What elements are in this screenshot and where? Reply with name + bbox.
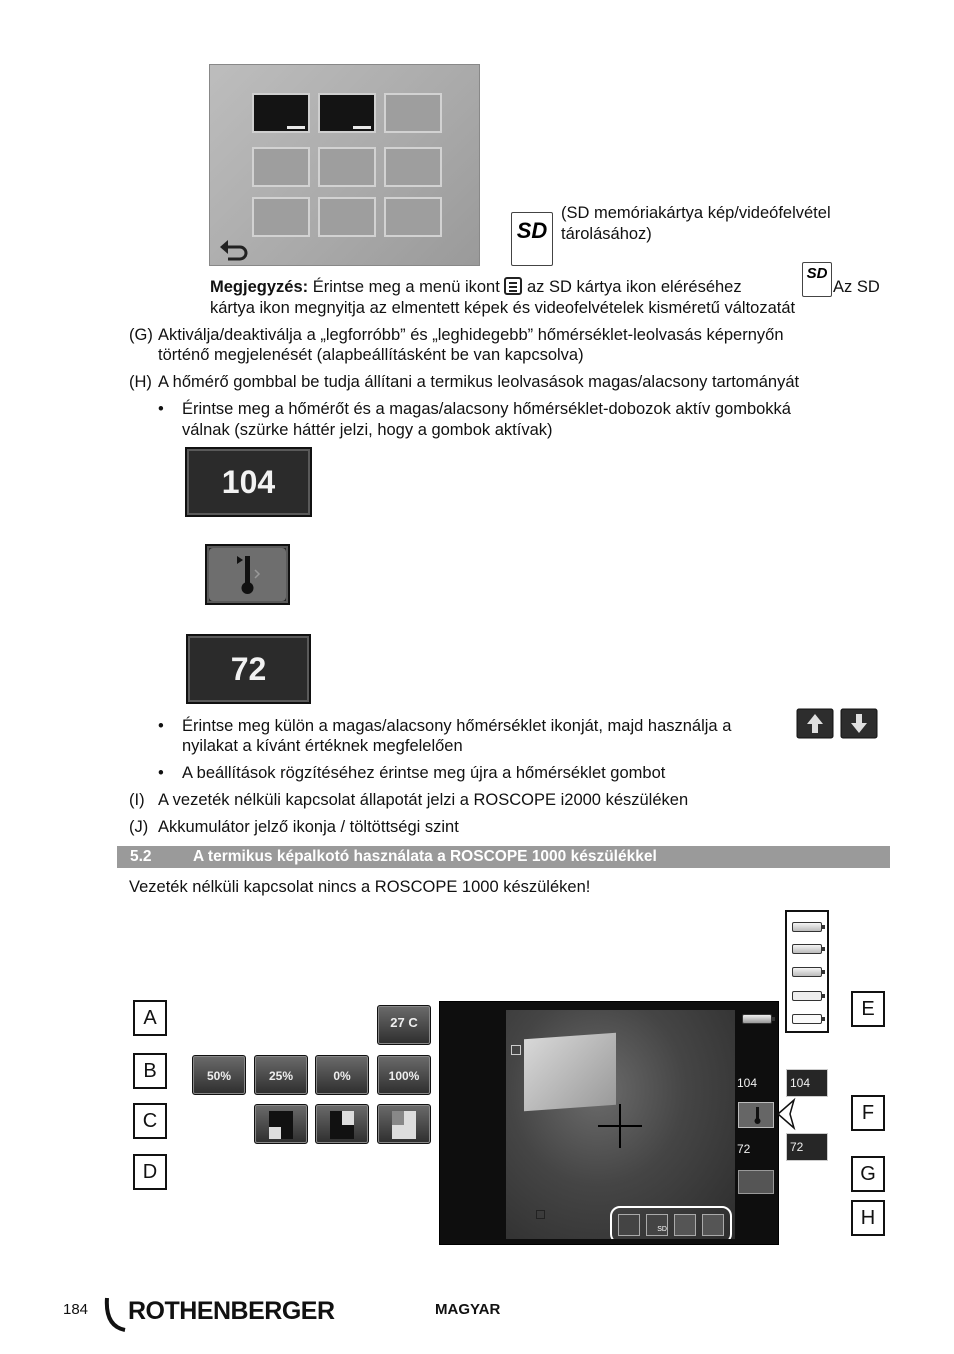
thumbnail-empty[interactable] — [384, 197, 442, 237]
hot-marker — [511, 1045, 521, 1055]
mode-both-button[interactable] — [377, 1104, 431, 1144]
bullet1-line2: válnak (szürke háttér jelzi, hogy a gombok aktívak) — [182, 421, 553, 439]
thumbnail-empty[interactable] — [318, 147, 376, 187]
label-b: B — [133, 1053, 167, 1089]
thermal-screen — [439, 1001, 779, 1245]
note-part2: az SD kártya ikon eléréséhez — [527, 278, 742, 296]
blend-25-button[interactable]: 25% — [254, 1055, 308, 1095]
hot-area — [524, 1033, 616, 1111]
note-label: Megjegyzés: — [210, 278, 309, 296]
bullet2-line2: nyilakat a kívánt értéknek megfelelően — [182, 737, 463, 755]
sd-card-icon: SD — [511, 212, 553, 266]
hotcold-toggle-button[interactable] — [738, 1170, 774, 1194]
thermometer-small-button[interactable] — [738, 1102, 774, 1128]
thermometer-icon — [205, 544, 290, 605]
bullet3-text: A beállítások rögzítéséhez érintse meg újra a hőmérséklet gombot — [182, 764, 666, 782]
bottom-menu-bar — [610, 1206, 732, 1239]
battery-icon — [742, 1014, 772, 1024]
high-range-box[interactable]: 104 — [786, 1069, 828, 1097]
sd-card-icon-small: SD — [802, 262, 832, 297]
pointer-arrow-icon — [776, 1096, 796, 1132]
label-e: E — [851, 991, 885, 1027]
thermal-image — [506, 1010, 735, 1239]
arrow-up-button-icon[interactable] — [796, 708, 834, 739]
label-a: A — [133, 1000, 167, 1036]
section-heading — [117, 846, 890, 868]
section-number: 5.2 — [130, 848, 152, 865]
sd-thumbnail-screenshot — [209, 64, 480, 266]
back-arrow-icon[interactable] — [218, 235, 252, 261]
blend-0-button[interactable]: 0% — [315, 1055, 369, 1095]
mode-hot-button[interactable] — [254, 1104, 308, 1144]
battery-low-icon — [792, 991, 822, 1001]
item-g-line1: Aktiválja/deaktiválja a „legforróbb” és „leghidegebb” hőmérséklet-leolvasás képernyőn — [158, 326, 784, 344]
blend-100-button[interactable]: 100% — [377, 1055, 431, 1095]
blend-50-button[interactable]: 50% — [192, 1055, 246, 1095]
brand-logo-text: ROTHENBERGER — [128, 1297, 335, 1325]
thermometer-button[interactable] — [205, 544, 290, 605]
thumbnail-empty[interactable] — [252, 147, 310, 187]
low-readout: 72 — [737, 1142, 751, 1156]
bullet-marker: • — [158, 400, 164, 418]
battery-high-icon — [792, 944, 822, 954]
battery-medium-icon — [792, 967, 822, 977]
mode-hot-icon — [255, 1105, 309, 1145]
item-j-text: Akkumulátor jelző ikonja / töltöttségi szint — [158, 818, 459, 836]
note-part3: Az SD — [833, 278, 880, 296]
note-part1: Érintse meg a menü ikont — [312, 278, 500, 296]
label-f: F — [851, 1095, 885, 1131]
low-temp-box[interactable]: 72 — [186, 634, 311, 704]
mode-cold-button[interactable] — [315, 1104, 369, 1144]
label-d: D — [133, 1154, 167, 1190]
thumbnail-empty[interactable] — [252, 197, 310, 237]
thumbnail-empty[interactable] — [318, 197, 376, 237]
capture-video-icon[interactable] — [702, 1214, 724, 1236]
item-g-line2: történő megjelenését (alapbeállításként be van kapcsolva) — [158, 346, 584, 364]
thumbnail-empty[interactable] — [384, 93, 442, 133]
thumbnail-empty[interactable] — [384, 147, 442, 187]
sd-note-line2: tárolásához) — [561, 225, 652, 243]
battery-level-legend — [785, 910, 829, 1033]
temp-celsius-button[interactable]: 27 C — [377, 1005, 431, 1045]
page-number: 184 — [63, 1301, 89, 1318]
battery-empty-icon — [792, 1014, 822, 1024]
item-h-marker: (H) — [129, 373, 152, 391]
section-text: Vezeték nélküli kapcsolat nincs a ROSCOPE 1000 készüléken! — [129, 878, 591, 896]
high-readout: 104 — [737, 1076, 758, 1090]
battery-full-icon — [792, 922, 822, 932]
bullet1-line1: Érintse meg a hőmérőt és a magas/alacsony hőmérséklet-dobozok aktív gombokká — [182, 400, 791, 418]
item-i-text: A vezeték nélküli kapcsolat állapotát jelzi a ROSCOPE i2000 készüléken — [158, 791, 689, 809]
bullet2-line1: Érintse meg külön a magas/alacsony hőmérséklet ikonját, majd használja a — [182, 717, 732, 735]
mode-cold-icon — [316, 1105, 370, 1145]
item-i-marker: (I) — [129, 791, 145, 809]
bullet-marker: • — [158, 717, 164, 735]
note-line1 — [210, 277, 742, 297]
label-c: C — [133, 1103, 167, 1139]
label-h: H — [851, 1200, 885, 1236]
bullet-marker: • — [158, 764, 164, 782]
item-g-marker: (G) — [129, 326, 153, 344]
low-range-box[interactable]: 72 — [786, 1133, 828, 1161]
arrow-down-button-icon[interactable] — [840, 708, 878, 739]
cold-marker — [536, 1210, 545, 1219]
sd-note-line1: (SD memóriakártya kép/videófelvétel — [561, 204, 831, 222]
thumbnail-saved[interactable] — [318, 93, 376, 133]
note-line2: kártya ikon megnyitja az elmentett képek és videofelvételek kisméretű változatát — [210, 299, 796, 317]
menu-icon — [504, 277, 522, 295]
thermometer-small-icon — [739, 1103, 775, 1129]
item-h-line1: A hőmérő gombbal be tudja állítani a termikus leolvasások magas/alacsony tartományát — [158, 373, 800, 391]
section-title: A termikus képalkotó használata a ROSCOPE 1000 készülékkel — [193, 848, 657, 865]
mode-both-icon — [378, 1105, 432, 1145]
thumbnail-icon[interactable] — [618, 1214, 640, 1236]
capture-photo-icon[interactable] — [674, 1214, 696, 1236]
sd-view-icon[interactable]: SD — [646, 1214, 668, 1236]
thumbnail-saved[interactable] — [252, 93, 310, 133]
high-temp-box[interactable]: 104 — [185, 447, 312, 517]
item-j-marker: (J) — [129, 818, 149, 836]
language-label: MAGYAR — [435, 1301, 501, 1318]
label-g: G — [851, 1156, 885, 1192]
